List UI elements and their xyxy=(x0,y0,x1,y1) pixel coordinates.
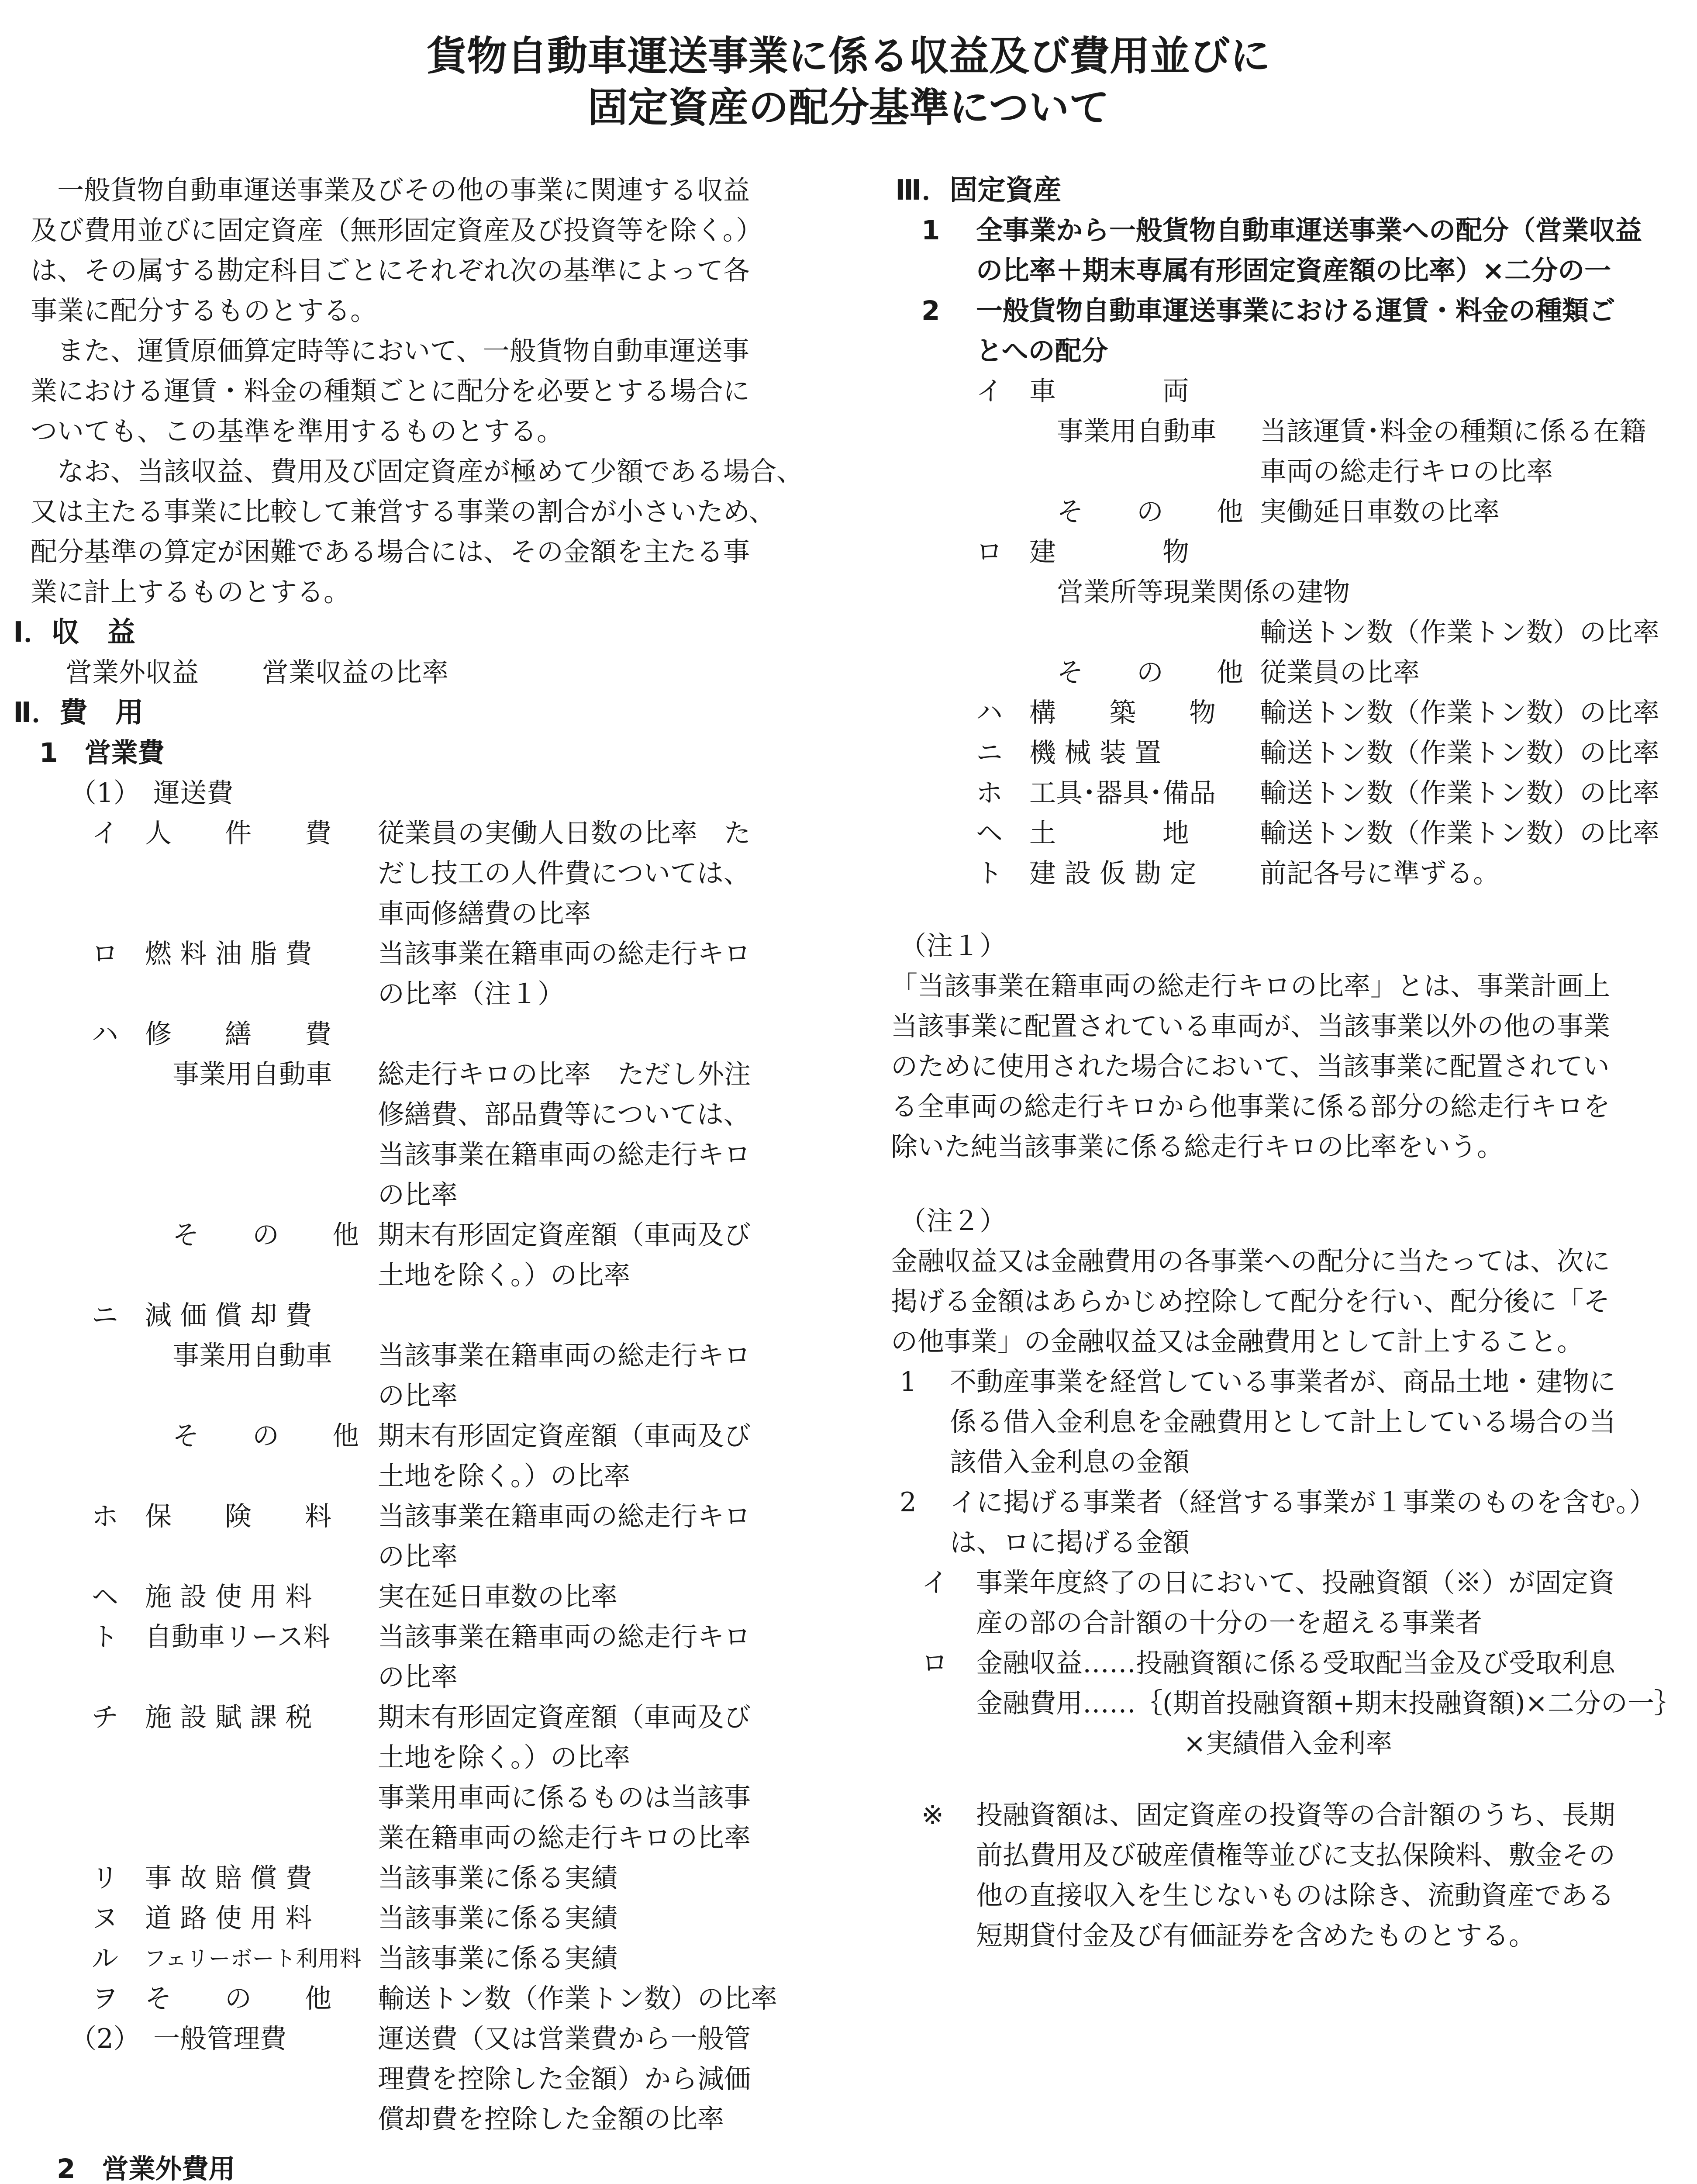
basis-line: 当該事業在籍車両の総走行キロ xyxy=(378,1340,751,1371)
label-accident: リ 事 故 賠 償 費 xyxy=(92,1863,312,1894)
note2-kome-line: 短期貸付金及び有価証券を含めたものとする。 xyxy=(976,1920,1536,1951)
label-fuel: ロ 燃 料 油 脂 費 xyxy=(92,938,312,969)
fixed-assets-p1-line: の比率＋期末専属有形固定資産額の比率）×二分の一 xyxy=(976,255,1611,286)
basis-line: 当該事業在籍車両の総走行キロ xyxy=(378,1139,751,1170)
basis-line: 償却費を控除した金額の比率 xyxy=(378,2104,724,2135)
basis-line: 当該運賃･料金の種類に係る在籍 xyxy=(1260,416,1646,447)
basis-line: 修繕費、部品費等については、 xyxy=(378,1099,750,1130)
basis-line: 当該事業在籍車両の総走行キロ xyxy=(378,1501,751,1532)
label-facility-use: ヘ 施 設 使 用 料 xyxy=(92,1581,312,1612)
basis-line: 理費を控除した金額）から減価 xyxy=(378,2063,751,2094)
item-number: ロ xyxy=(921,1648,949,1679)
basis-line: 当該事業に係る実績 xyxy=(378,1903,618,1934)
note2-item1-line: 該借入金利息の金額 xyxy=(950,1447,1190,1478)
note2-line: 金融収益又は金融費用の各事業への配分に当たっては、次に xyxy=(891,1246,1611,1277)
basis-line: 実働延日車数の比率 xyxy=(1260,496,1500,527)
basis-line: 期末有形固定資産額（車両及び xyxy=(378,1420,751,1451)
label-construction-in-progress: ト 建 設 仮 勘 定 xyxy=(976,858,1197,889)
label-other: そ の 他 xyxy=(1057,496,1244,527)
fixed-assets-p2-line: とへの配分 xyxy=(976,335,1108,366)
intro-line: 一般貨物自動車運送事業及びその他の事業に関連する収益 xyxy=(31,175,750,206)
note2-line: 掲げる金額はあらかじめ控除して配分を行い、配分後に「そ xyxy=(891,1286,1611,1317)
revenue-basis: 営業収益の比率 xyxy=(262,657,449,688)
label-commercial-vehicle: 事業用自動車 xyxy=(172,1340,333,1371)
basis-line: 土地を除く。）の比率 xyxy=(378,1461,631,1492)
note2-ro-line: 金融収益……投融資額に係る受取配当金及び受取利息 xyxy=(976,1648,1616,1679)
label-commercial-vehicle: 事業用自動車 xyxy=(172,1059,333,1090)
section-heading-revenue: Ⅰ．収 益 xyxy=(13,616,135,649)
intro-line: なお、当該収益、費用及び固定資産が極めて少額である場合、 xyxy=(31,456,804,487)
note2-item1-line: 係る借入金利息を金融費用として計上している場合の当 xyxy=(950,1406,1616,1438)
label-lease: ト 自動車リース料 xyxy=(92,1621,330,1652)
note2-item2-line: イに掲げる事業者（経営する事業が１事業のものを含む。） xyxy=(950,1487,1656,1518)
note1-line: 除いた純当該事業に係る総走行キロの比率をいう。 xyxy=(891,1131,1504,1162)
label-other: ヲ そ の 他 xyxy=(92,1983,332,2014)
section-heading-expense: Ⅱ．費 用 xyxy=(13,697,144,729)
page-title-line1: 貨物自動車運送事業に係る収益及び費用並びに xyxy=(426,33,1270,79)
label-other: そ の 他 xyxy=(172,1220,359,1251)
label-commercial-vehicle: 事業用自動車 xyxy=(1057,416,1217,447)
intro-line: 又は主たる事業に比較して兼営する事業の割合が小さいため、 xyxy=(31,496,776,527)
intro-line: 業における運賃・料金の種類ごとに配分を必要とする場合に xyxy=(31,376,750,407)
note2-ro-line: ×実績借入金利率 xyxy=(1183,1728,1393,1759)
label-machinery: ニ 機 械 装 置 xyxy=(976,737,1162,768)
intro-line: ついても、この基準を準用するものとする。 xyxy=(31,416,564,447)
note2-i-line: 事業年度終了の日において、投融資額（※）が固定資 xyxy=(976,1567,1615,1598)
note1-label: （注１） xyxy=(900,930,1007,961)
label-other: そ の 他 xyxy=(1057,657,1244,688)
page-title-line2: 固定資産の配分基準について xyxy=(587,84,1110,131)
basis-line: の比率 xyxy=(378,1662,458,1693)
subsection-operating: 1 営業費 xyxy=(39,737,165,768)
label-road-use: ヌ 道 路 使 用 料 xyxy=(92,1903,312,1934)
label-structures: ハ 構 築 物 xyxy=(976,697,1216,728)
label-other: そ の 他 xyxy=(172,1420,359,1451)
basis-line: 前記各号に準ずる。 xyxy=(1260,858,1500,889)
basis-line: 期末有形固定資産額（車両及び xyxy=(378,1220,751,1251)
intro-line: 及び費用並びに固定資産（無形固定資産及び投資等を除く。） xyxy=(31,215,763,246)
item-number: 2 xyxy=(900,1487,917,1518)
basis-line: 業在籍車両の総走行キロの比率 xyxy=(378,1822,751,1853)
note1-line: 当該事業に配置されている車両が、当該事業以外の他の事業 xyxy=(891,1011,1611,1042)
basis-line: の比率 xyxy=(378,1541,458,1572)
basis-line: の比率（注１） xyxy=(378,978,565,1009)
note2-line: の他事業」の金融収益又は金融費用として計上すること。 xyxy=(891,1326,1584,1357)
basis-line: 運送費（又は営業費から一般管 xyxy=(378,2023,751,2054)
basis-line: 輸送トン数（作業トン数）の比率 xyxy=(1260,818,1660,849)
basis-line: 期末有形固定資産額（車両及び xyxy=(378,1702,751,1733)
label-repair: ハ 修 繕 費 xyxy=(92,1019,332,1050)
note1-line: る全車両の総走行キロから他事業に係る部分の総走行キロを xyxy=(891,1091,1611,1122)
label-buildings: ロ 建 物 xyxy=(976,536,1190,567)
label-land: ヘ 土 地 xyxy=(976,818,1190,849)
label-insurance: ホ 保 険 料 xyxy=(92,1501,332,1532)
label-depreciation: ニ 減 価 償 却 費 xyxy=(92,1300,312,1331)
note2-item2-line: は、ロに掲げる金額 xyxy=(950,1527,1190,1558)
label-office-buildings: 営業所等現業関係の建物 xyxy=(1057,577,1350,608)
intro-line: 事業に配分するものとする。 xyxy=(31,295,377,326)
label-facility-tax: チ 施 設 賦 課 税 xyxy=(92,1702,312,1733)
note2-i-line: 産の部の合計額の十分の一を超える事業者 xyxy=(976,1607,1483,1638)
note1-line: 「当該事業在籍車両の総走行キロの比率」とは、事業計画上 xyxy=(891,971,1611,1002)
basis-line: 従業員の比率 xyxy=(1260,657,1420,688)
basis-line: 輸送トン数（作業トン数）の比率 xyxy=(1260,617,1660,648)
intro-line: は、その属する勘定科目ごとにそれぞれ次の基準によって各 xyxy=(31,255,750,286)
basis-line: だし技工の人件費については、 xyxy=(378,858,750,889)
basis-line: の比率 xyxy=(378,1179,458,1210)
label-tools: ホ 工具･器具･備品 xyxy=(976,778,1216,809)
item-number: 1 xyxy=(921,215,940,246)
basis-line: 輸送トン数（作業トン数）の比率 xyxy=(378,1983,778,2014)
fixed-assets-p2-line: 一般貨物自動車運送事業における運賃・料金の種類ご xyxy=(976,295,1616,326)
note2-kome-line: 前払費用及び破産債権等並びに支払保険料、敷金その xyxy=(976,1840,1616,1871)
basis-line: 車両修繕費の比率 xyxy=(378,898,591,929)
label-ferry-kana: ル xyxy=(92,1943,119,1974)
subsection-non-operating: 2 営業外費用 xyxy=(57,2153,235,2184)
basis-line: 土地を除く。）の比率 xyxy=(378,1742,631,1773)
note2-label: （注２） xyxy=(900,1206,1007,1237)
basis-line: 輸送トン数（作業トン数）の比率 xyxy=(1260,697,1660,728)
note2-kome-line: 投融資額は、固定資産の投資等の合計額のうち、長期 xyxy=(976,1800,1616,1831)
page-title xyxy=(0,31,1697,134)
basis-line: 従業員の実働人日数の比率 た xyxy=(378,818,751,849)
intro-line: また、運賃原価算定時等において、一般貨物自動車運送事 xyxy=(31,335,749,366)
item-number: イ xyxy=(921,1567,949,1598)
note2-item1-line: 不動産事業を経営している事業者が、商品土地・建物に xyxy=(950,1366,1616,1397)
basis-line: 実在延日車数の比率 xyxy=(378,1581,618,1612)
revenue-item: 営業外収益 xyxy=(66,657,199,688)
label-vehicles: イ 車 両 xyxy=(976,376,1190,407)
section-heading-fixed-assets: Ⅲ．固定資産 xyxy=(895,174,1062,207)
basis-line: 当該事業に係る実績 xyxy=(378,1943,618,1974)
basis-line: の比率 xyxy=(378,1380,458,1411)
note2-kome-line: 他の直接収入を生じないものは除き、流動資産である xyxy=(976,1880,1614,1911)
basis-line: 総走行キロの比率 ただし外注 xyxy=(378,1059,751,1090)
label-personnel: イ 人 件 費 xyxy=(92,818,332,849)
intro-line: 配分基準の算定が困難である場合には、その金額を主たる事 xyxy=(31,536,750,567)
basis-line: 土地を除く。）の比率 xyxy=(378,1260,631,1291)
basis-line: 車両の総走行キロの比率 xyxy=(1260,456,1553,487)
item-number: 2 xyxy=(921,295,940,326)
label-ferry: フェリーボート利用料 xyxy=(144,1946,362,1971)
fixed-assets-p1-line: 全事業から一般貨物自動車運送事業への配分（営業収益 xyxy=(976,215,1642,246)
basis-line: 輸送トン数（作業トン数）の比率 xyxy=(1260,737,1660,768)
item-number: 1 xyxy=(900,1366,917,1397)
note2-ro-line: 金融費用……｛(期首投融資額+期末投融資額)×二分の一｝ xyxy=(976,1688,1681,1719)
label-general-admin: （2） 一般管理費 xyxy=(70,2023,287,2054)
basis-line: 輸送トン数（作業トン数）の比率 xyxy=(1260,778,1660,809)
intro-line: 業に計上するものとする。 xyxy=(31,577,351,608)
basis-line: 当該事業在籍車両の総走行キロ xyxy=(378,938,751,969)
basis-line: 当該事業在籍車両の総走行キロ xyxy=(378,1621,751,1652)
basis-line: 当該事業に係る実績 xyxy=(378,1863,618,1894)
subsection-transport: （1） 運送費 xyxy=(70,778,234,809)
note1-line: のために使用された場合において、当該事業に配置されてい xyxy=(891,1051,1610,1082)
basis-line: 事業用車両に係るものは当該事 xyxy=(378,1782,751,1813)
item-number: ※ xyxy=(921,1800,944,1831)
